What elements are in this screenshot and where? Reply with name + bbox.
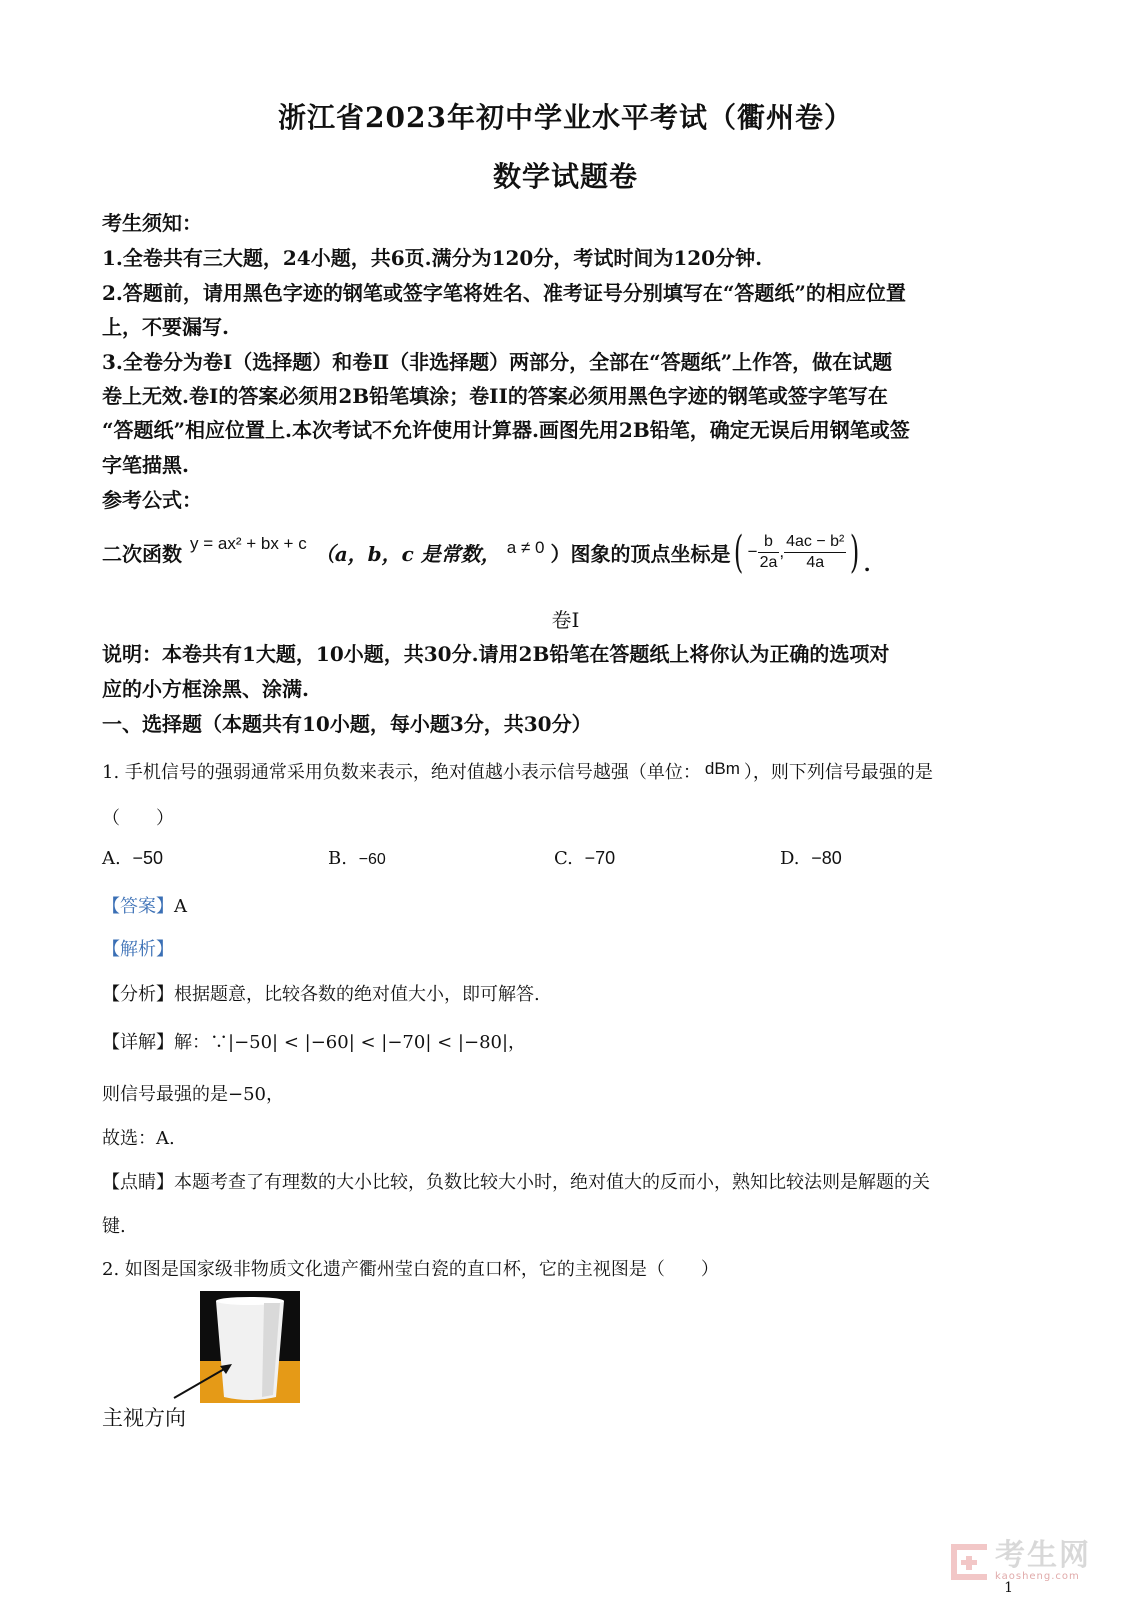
section-heading: 一、选择题（本题共有10小题，每小题3分，共30分） [102, 712, 592, 736]
fenxi-text: 根据题意，比较各数的绝对值大小，即可解答. [174, 984, 540, 1005]
vertex-y [784, 532, 846, 573]
xiangjie-text: 解：∵|−50| < |−60| < |−70| < |−80|， [174, 1032, 527, 1053]
option-key: D. [780, 848, 800, 869]
notice-line-4: 3.全卷分为卷Ⅰ（选择题）和卷Ⅱ（非选择题）两部分，全部在“答题纸”上作答，做在试题 [102, 350, 893, 374]
notice-line-3: 上，不要漏写. [102, 315, 229, 339]
option-value: −70 [584, 848, 616, 868]
q1-option-c [554, 848, 615, 869]
vertex-x-sign: − [747, 542, 758, 561]
q1-stem-b: ），则下列信号最强的是 [743, 762, 933, 783]
vertex-comma: , [779, 542, 785, 561]
watermark [951, 1538, 1091, 1582]
q1-answer-paren: （ ） [102, 808, 174, 829]
part1-title: 卷Ⅰ [551, 608, 580, 632]
page-number: 1 [1004, 1580, 1013, 1596]
vertex-y-denominator: 4a [806, 553, 825, 571]
watermark-text: 考生网 [995, 1538, 1091, 1573]
view-direction-caption: 主视方向 [102, 1406, 186, 1430]
q1-stem [102, 758, 933, 784]
formula-end: . [863, 552, 871, 576]
watermark-url: kaosheng.com [995, 1571, 1080, 1582]
q1-unit: dBm [704, 759, 740, 778]
q1-answer [102, 892, 187, 918]
q1-choice: 故选：A. [102, 1128, 175, 1149]
option-key: B. [328, 848, 347, 869]
paren-open: ( [734, 526, 744, 578]
notice-line-5: 卷上无效.卷Ⅰ的答案必须用2B铅笔填涂；卷II的答案必须用黑色字迹的钢笔或签字笔写在 [102, 384, 888, 408]
notice-line-7: 字笔描黑. [102, 453, 189, 477]
vertex-y-numerator: 4ac − b² [784, 532, 846, 553]
notice-line-2: 2.答题前，请用黑色字迹的钢笔或签字笔将姓名、准考证号分别填写在“答题纸”的相应位置 [102, 281, 906, 305]
notice-line-6: “答题纸”相应位置上.本次考试不允许使用计算器.画图先用2B铅笔，确定无误后用钢笔或签 [102, 418, 910, 442]
vertex-x [758, 532, 780, 573]
option-key: A. [102, 848, 121, 869]
vertex-x-denominator: 2a [759, 553, 778, 571]
formula-middle: ）图象的顶点坐标是 [550, 541, 731, 566]
q1-option-d [780, 848, 842, 869]
q1-dianjing [102, 1168, 930, 1194]
watermark-logo-icon [951, 1544, 987, 1580]
paren-close: ) [850, 526, 860, 578]
q1-dianjing-2: 键. [102, 1216, 126, 1237]
formula-constants: （a，b，c 是常数， [314, 541, 501, 566]
part1-desc-1: 说明：本卷共有1大题，10小题，共30分.请用2B铅笔在答题纸上将你认为正确的选项对 [102, 642, 890, 666]
exam-subtitle: 数学试题卷 [492, 160, 638, 193]
notice-heading: 考生须知： [102, 211, 202, 235]
vertex-x-numerator: b [758, 532, 780, 553]
answer-value: A [174, 896, 187, 917]
option-value: −80 [811, 848, 842, 868]
notice-line-1: 1.全卷共有三大题，24小题，共6页.满分为120分，考试时间为120分钟. [102, 246, 763, 270]
arrow-icon [170, 1358, 240, 1404]
formula-prefix: 二次函数 [102, 541, 182, 566]
xiangjie-tag: 【详解】 [102, 1032, 174, 1053]
q1-xiangjie [102, 1028, 526, 1054]
exam-title: 浙江省2023年初中学业水平考试（衢州卷） [278, 101, 853, 134]
option-value: −60 [358, 851, 386, 868]
q1-result: 则信号最强的是−50， [102, 1084, 284, 1105]
formula-condition: a ≠ 0 [506, 538, 545, 557]
q2-stem: 2. 如图是国家级非物质文化遗产衢州莹白瓷的直口杯，它的主视图是（ ） [102, 1259, 719, 1280]
option-key: C. [554, 848, 573, 869]
part1-desc-2: 应的小方框涂黑、涂满. [102, 677, 309, 701]
analysis-tag: 【解析】 [102, 939, 174, 960]
dianjing-tag: 【点睛】 [102, 1172, 174, 1193]
q1-stem-a: 1. 手机信号的强弱通常采用负数来表示，绝对值越小表示信号越强（单位： [102, 762, 701, 783]
q1-fenxi [102, 980, 540, 1006]
q1-option-a [102, 848, 163, 869]
vertex-formula [102, 522, 871, 582]
q1-option-b [328, 848, 386, 869]
quadratic-function: y = ax² + bx + c [190, 534, 307, 553]
option-value: −50 [132, 848, 164, 868]
formula-heading: 参考公式： [102, 488, 202, 512]
fenxi-tag: 【分析】 [102, 984, 174, 1005]
dianjing-text: 本题考查了有理数的大小比较，负数比较大小时，绝对值大的反而小，熟知比较法则是解题的关 [174, 1172, 930, 1193]
answer-tag: 【答案】 [102, 896, 174, 917]
